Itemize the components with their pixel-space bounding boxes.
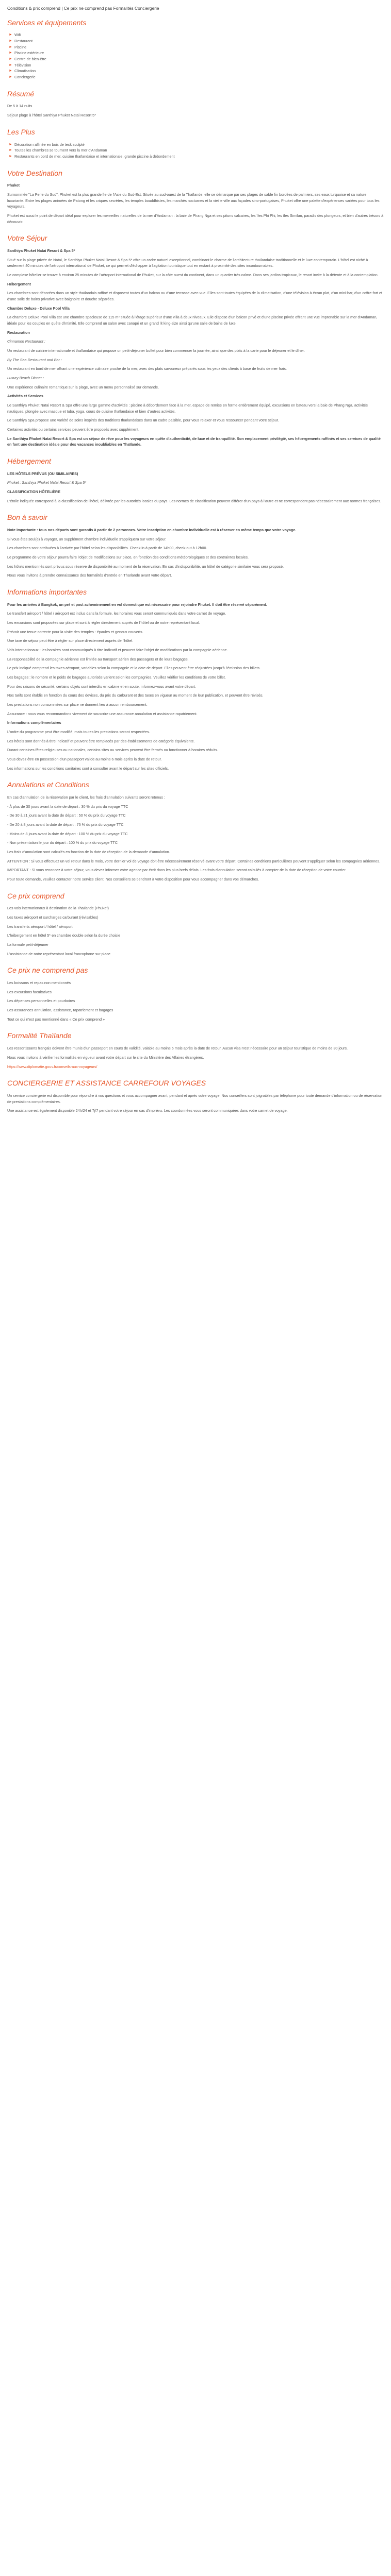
- plus-item: ► Décoration raffinée en bois de teck sculpté: [9, 142, 85, 147]
- resto-text: Une expérience culinaire romantique sur la plage, avec un menu personnalisé sur demande.: [7, 384, 159, 389]
- info-line: Le transfert aéroport / hôtel / aéroport est inclus dans la formule, les horaires vous seront communiqués dans votre carnet de voyage.: [7, 611, 226, 616]
- annul-line: - De 30 à 21 jours avant la date de départ : 50 % du prix du voyage TTC: [7, 813, 126, 818]
- act-text: Le Santhiya Phuket Natai Resort & Spa offre une large gamme d'activités : piscine à débordement face à la mer, espace de remise en forme entièrement équipé, excursions en bateau vers la baie de Phang Nga, activités nautiques, plongée avec masque et tuba, yoga, cours de cuisine thaïlandaise et bien d'autres activités.: [7, 402, 368, 414]
- info-note: Les informations sur les conditions sanitaires sont à consulter avant le départ sur les sites officiels.: [7, 766, 169, 771]
- page: [0, 0, 391, 1114]
- annul-foot: Les frais d'annulation sont calculés en fonction de la date de réception de la demande d'annulation.: [7, 849, 170, 854]
- sejour-subtitle: Santhiya Phuket Natai Resort & Spa 5*: [7, 248, 75, 253]
- service-item: ► Centre de bien-être: [9, 57, 46, 62]
- bullet-icon: ►: [9, 148, 12, 152]
- bon-line: Le programme de votre séjour pourra faire l'objet de modifications sur place, en fonction des conditions météorologiques et des contraintes locales.: [7, 555, 249, 560]
- conciergerie-title: CONCIERGERIE ET ASSISTANCE CARREFOUR VOYAGES: [7, 1079, 206, 1088]
- prix-non-comprend-title: Ce prix ne comprend pas: [7, 966, 88, 975]
- info-note: Les hôtels sont donnés à titre indicatif et peuvent être remplacés par des établissements de catégorie équivalente.: [7, 738, 195, 743]
- annul-line: - Non présentation le jour du départ : 100 % du prix du voyage TTC: [7, 840, 118, 845]
- bon-title: Bon à savoir: [7, 513, 47, 522]
- diplomatie-link[interactable]: https://www.diplomatie.gouv.fr/conseils-aux-voyageurs/: [7, 1064, 97, 1069]
- annul-line: - À plus de 30 jours avant la date de départ : 30 % du prix du voyage TTC: [7, 804, 128, 809]
- bullet-icon: ►: [9, 57, 12, 61]
- info-line: Le prix indiqué comprend les taxes aéroport, variables selon la compagnie et la date de départ. Elles peuvent être réajustées jusqu'à l'émission des billets.: [7, 666, 260, 671]
- bon-line: Nous vous invitons à prendre connaissance des formalités d'entrée en Thaïlande avant votre départ.: [7, 573, 172, 578]
- services-list: [7, 32, 384, 80]
- prix-none-item: Tout ce qui n'est pas mentionné dans « Ce prix comprend »: [7, 1016, 105, 1022]
- sejour-heb-text: Les chambres sont décorées dans un style thaïlandais raffiné et disposent toutes d'un balcon ou d'une terrasse avec vue. Elles sont toutes équipées de la climatisation, d'une télévision à écran plat, d'un mini-bar, d'un coffre-fort et d'une salle de bains privative avec baignoire et douche séparées.: [7, 291, 382, 301]
- sejour-heb-title: Hébergement: [7, 281, 31, 286]
- formal-line: Les ressortissants français doivent être munis d'un passeport en cours de validité, valable au moins 6 mois après la date de retour. Aucun visa n'est nécessaire pour un séjour touristique de moins de 30 jours.: [7, 1046, 348, 1051]
- sejour-title: Votre Séjour: [7, 234, 47, 243]
- bullet-icon: ►: [9, 51, 12, 55]
- plus-item: ► Toutes les chambres se tournent vers la mer d'Andaman: [9, 148, 107, 153]
- act-text: Certaines activités ou certains services peuvent être proposés avec supplément.: [7, 427, 140, 432]
- services-title: Services et équipements: [7, 18, 87, 27]
- resume-duration: De 5 à 14 nuits: [7, 104, 32, 109]
- resto-text: Un restaurant en bord de mer offrant une expérience culinaire proche de la mer, avec des plats savoureux préparés sous les yeux des clients à base de fruits de mer frais.: [7, 366, 287, 371]
- bon-line: Si vous êtes seul(e) à voyager, un supplément chambre individuelle s'appliquera sur votre séjour.: [7, 536, 167, 541]
- info-note: L'ordre du programme peut être modifié, mais toutes les prestations seront respectées.: [7, 729, 150, 734]
- service-item: ► Piscine extérieure: [9, 50, 44, 56]
- info-line: La responsabilité de la compagnie aérienne est limitée au transport aérien des passagers et de leurs bagages.: [7, 656, 189, 662]
- bullet-icon: ►: [9, 45, 12, 49]
- service-item: ► Piscine: [9, 44, 27, 49]
- bullet-icon: ►: [9, 39, 12, 43]
- resto-name: By The Sea Restaurant and Bar :: [7, 357, 62, 362]
- annul-line: - Moins de 8 jours avant la date de départ : 100 % du prix du voyage TTC: [7, 831, 128, 836]
- info-line: Pour des raisons de sécurité, certains objets sont interdits en cabine et en soute, informez-vous avant votre départ.: [7, 684, 196, 689]
- formal-line: Nous vous invitons à vérifier les formalités en vigueur avant votre départ sur le site du Ministère des Affaires étrangères.: [7, 1055, 204, 1060]
- resto-text: Un restaurant de cuisine internationale et thaïlandaise qui propose un petit-déjeuner buffet pour bien commencer la journée, ainsi que des plats à la carte pour le déjeuner et le dîner.: [7, 348, 305, 353]
- info-line: Nos tarifs sont établis en fonction du cours des devises, du prix du carburant et des taxes en vigueur au moment de leur publication, et peuvent être révisés.: [7, 693, 264, 698]
- bon-line: Les chambres sont attribuées à l'arrivée par l'hôtel selon les disponibilités. Check-in à partir de 14h00, check-out à 12h00.: [7, 546, 207, 551]
- prix-none-item: Les excursions facultatives: [7, 989, 52, 994]
- sejour-closing: Le Santhiya Phuket Natai Resort & Spa est un séjour de rêve pour les voyageurs en quête d'authenticité, de luxe et de tranquillité. Son emplacement privilégié, ses hébergements raffinés et ses services de qualité en font une destination idéale pour des vacances inoubliables en Thaïlande.: [7, 436, 381, 447]
- bullet-icon: ►: [9, 75, 12, 79]
- sejour-room-name: Chambre Deluxe - Deluxe Pool Villa: [7, 306, 70, 311]
- infos-title: Informations importantes: [7, 587, 87, 596]
- prix-none-item: Les boissons et repas non mentionnés: [7, 980, 71, 986]
- prix-comprend-title: Ce prix comprend: [7, 891, 64, 900]
- annul-foot: ATTENTION : Si vous effectuez un vol retour dans le mois, votre dernier vol de voyage doit être nécessairement réservé avant votre départ. Certaines conditions particulières peuvent s'appliquer selon les compagnies aériennes.: [7, 858, 381, 863]
- sejour-room-text: La chambre Deluxe Pool Villa est une chambre spacieuse de 115 m² située à l'étage supérieur d'une villa à deux niveaux. Elle dispose d'un balcon privé et d'une piscine privée offrant une vue imprenable sur la mer d'Andaman, idéale pour les couples en quête d'intimité. Elle comprend un salon avec canapé et un grand lit king-size ainsi qu'une salle de bains de luxe.: [7, 315, 378, 326]
- info-note: Vous devez être en possession d'un passeport valide au moins 6 mois après la date de retour.: [7, 756, 162, 761]
- act-text: Le Santhiya Spa propose une variété de soins inspirés des traditions thaïlandaises dans un cadre paisible, pour vous relaxer et vous ressourcer pendant votre séjour.: [7, 418, 279, 423]
- classification-label: CLASSIFICATION HÔTELIÈRE: [7, 489, 60, 494]
- bullet-icon: ►: [9, 63, 12, 67]
- sejour-intro: Le complexe hôtelier se trouve à environ 25 minutes de l'aéroport international de Phuket, sur la côte ouest du continent, dans un quartier très calme. Dans ses jardins tropicaux, le resort invite à la détente et à la contemplation.: [7, 273, 379, 278]
- service-item: ► Restaurant: [9, 39, 33, 44]
- plus-list: [7, 142, 384, 160]
- concierge-line: Une assistance est également disponible 24h/24 et 7j/7 pendant votre séjour en cas d'imprévu. Les coordonnées vous seront communiquées dans votre carnet de voyage.: [7, 1108, 288, 1113]
- sejour-intro: Situé sur la plage privée de Natai, le Santhiya Phuket Natai Resort & Spa 5* offre un cadre naturel exceptionnel, combinant le charme de l'architecture thaïlandaise traditionnelle et le luxe contemporain. L'hôtel est niché à seulement 40 minutes de l'aéroport international de Phuket, ce qui permet d'échapper à l'agitation touristique tout en restant à proximité des sites incontournables.: [7, 257, 368, 268]
- annul-intro: En cas d'annulation de la réservation par le client, les frais d'annulation suivants seront retenus :: [7, 795, 165, 800]
- annul-foot: IMPORTANT : Si vous renoncez à votre séjour, vous devez informer votre agence par écrit dans les plus brefs délais. Les frais d'annulation seront calculés à compter de la date de réception de votre courrier.: [7, 868, 347, 873]
- service-item: ► Wifi: [9, 32, 21, 38]
- prix-none-item: Les assurances annulation, assistance, rapatriement et bagages: [7, 1008, 113, 1013]
- info-line: Les excursions sont proposées sur place et sont à régler directement auprès de l'hôtel ou de notre représentant local.: [7, 620, 200, 625]
- prix-item: Les vols internationaux à destination de la Thaïlande (Phuket): [7, 906, 109, 911]
- plus-title: Les Plus: [7, 127, 35, 136]
- bon-line: Les hôtels mentionnés sont prévus sous réserve de disponibilité au moment de la réservation. En cas d'indisponibilité, un hôtel de catégorie similaire vous sera proposé.: [7, 564, 284, 569]
- info-line: Vols internationaux : les horaires sont communiqués à titre indicatif et peuvent faire l'objet de modifications par la compagnie aérienne.: [7, 648, 228, 653]
- destination-paragraph: Phuket est aussi le point de départ idéal pour explorer les merveilles naturelles de la mer d'Andaman : la baie de Phang Nga et ses pitons calcaires, les îles Phi Phi, les îles Similan, paradis des plongeurs, et bien d'autres trésors à découvrir.: [7, 213, 384, 224]
- prix-item: L'assistance de notre représentant local francophone sur place: [7, 951, 110, 956]
- annulations-title: Annulations et Conditions: [7, 781, 89, 789]
- bon-line: Note importante : tous nos départs sont garantis à partir de 2 personnes. Votre inscription en chambre individuelle est à réserver en même temps que votre voyage.: [7, 528, 297, 533]
- service-item: ► Télévision: [9, 62, 31, 67]
- sejour-act-title: Activités et Services: [7, 394, 43, 399]
- resto-name: Cinnamon Restaurant :: [7, 339, 45, 344]
- sejour-resto-title: Restauration: [7, 330, 30, 335]
- info-line: Les bagages : le nombre et le poids de bagages autorisés varient selon les compagnies. Veuillez vérifier les conditions de votre billet.: [7, 675, 226, 680]
- service-item: ► Climatisation: [9, 69, 36, 74]
- prix-item: Les taxes aéroport et surcharges carburant (révisables): [7, 915, 99, 920]
- prix-item: La formule petit-déjeuner: [7, 942, 48, 947]
- destination-paragraph: Surnommée "La Perle du Sud", Phuket est la plus grande île de l'Asie du Sud-Est. Située au sud-ouest de la Thaïlande, elle se démarque par ses plages de sable fin bordées de palmiers, ses eaux turquoise et sa nature luxuriante. Entre les plages animées de Patong et les criques secrètes, les temples bouddhistes, les marchés nocturnes et la vieille ville aux façades sino-portugaises, Phuket offre une palette d'expériences variées pour tous les voyageurs.: [7, 192, 380, 209]
- prix-item: Les transferts aéroport / hôtel / aéroport: [7, 924, 73, 929]
- destination-subtitle: Phuket: [7, 183, 20, 188]
- service-item: ► Conciergerie: [9, 75, 36, 79]
- info-line: Prévoir une tenue correcte pour la visite des temples : épaules et genoux couverts.: [7, 629, 143, 634]
- prix-item: L'hébergement en hôtel 5* en chambre double selon la durée choisie: [7, 933, 121, 938]
- info-line: Assurance : nous vous recommandons vivement de souscrire une assurance annulation et assistance rapatriement.: [7, 711, 198, 716]
- bullet-icon: ►: [9, 33, 12, 37]
- bullet-icon: ►: [9, 69, 12, 73]
- plus-item: ► Restaurants en bord de mer, cuisine thaïlandaise et internationale, grande piscine à débordement: [9, 154, 175, 159]
- bullet-icon: ►: [9, 142, 12, 146]
- resto-name: Luxury Beach Dinner :: [7, 375, 44, 380]
- concierge-line: Un service conciergerie est disponible pour répondre à vos questions et vous accompagner avant, pendant et après votre voyage. Nos conseillers sont joignables par téléphone pour toute demande d'information ou de réservation de prestations complémentaires.: [7, 1093, 382, 1104]
- resume-description: Séjour plage à l'hôtel Santhiya Phuket Natai Resort 5*: [7, 113, 96, 118]
- info-line: Les prestations non consommées sur place ne donnent lieu à aucun remboursement.: [7, 702, 148, 707]
- hebergement-title: Hébergement: [7, 456, 51, 465]
- bullet-icon: ►: [9, 154, 12, 158]
- breadcrumb: Conditions & prix comprend | Ce prix ne comprend pas Formalités Conciergerie: [7, 6, 159, 11]
- info-line: Pour les arrivées à Bangkok, un pré et post acheminement en vol domestique est nécessaire pour rejoindre Phuket. Il doit être réservé séparément.: [7, 602, 267, 607]
- info-note: Durant certaines fêtes religieuses ou nationales, certains sites ou services peuvent être fermés ou fonctionner à horaires réduits.: [7, 748, 218, 753]
- destination-title: Votre Destination: [7, 168, 62, 177]
- annul-foot: Pour toute demande, veuillez contacter notre service client. Nos conseillers se tiendront à votre disposition pour vous accompagner dans vos démarches.: [7, 876, 259, 882]
- info-line: Une taxe de séjour peut être à régler sur place directement auprès de l'hôtel.: [7, 638, 134, 643]
- classification-text: L'étoile indiquée correspond à la classification de l'hôtel, délivrée par les autorités locales du pays. Les normes de classification peuvent différer d'un pays à l'autre et ne correspondent pas nécessairement aux normes françaises.: [7, 498, 381, 503]
- prix-none-item: Les dépenses personnelles et pourboires: [7, 998, 75, 1004]
- resume-title: Résumé: [7, 89, 35, 98]
- hotels-label: LES HÔTELS PRÉVUS (OU SIMILAIRES): [7, 471, 78, 476]
- annul-line: - De 20 à 8 jours avant la date de départ : 75 % du prix du voyage TTC: [7, 822, 124, 827]
- formalites-title: Formalité Thaïlande: [7, 1031, 72, 1040]
- hotel-name: Phuket : Santhiya Phuket Natai Resort & Spa 5*: [7, 480, 87, 485]
- infos-notes-title: Informations complémentaires: [7, 720, 61, 725]
